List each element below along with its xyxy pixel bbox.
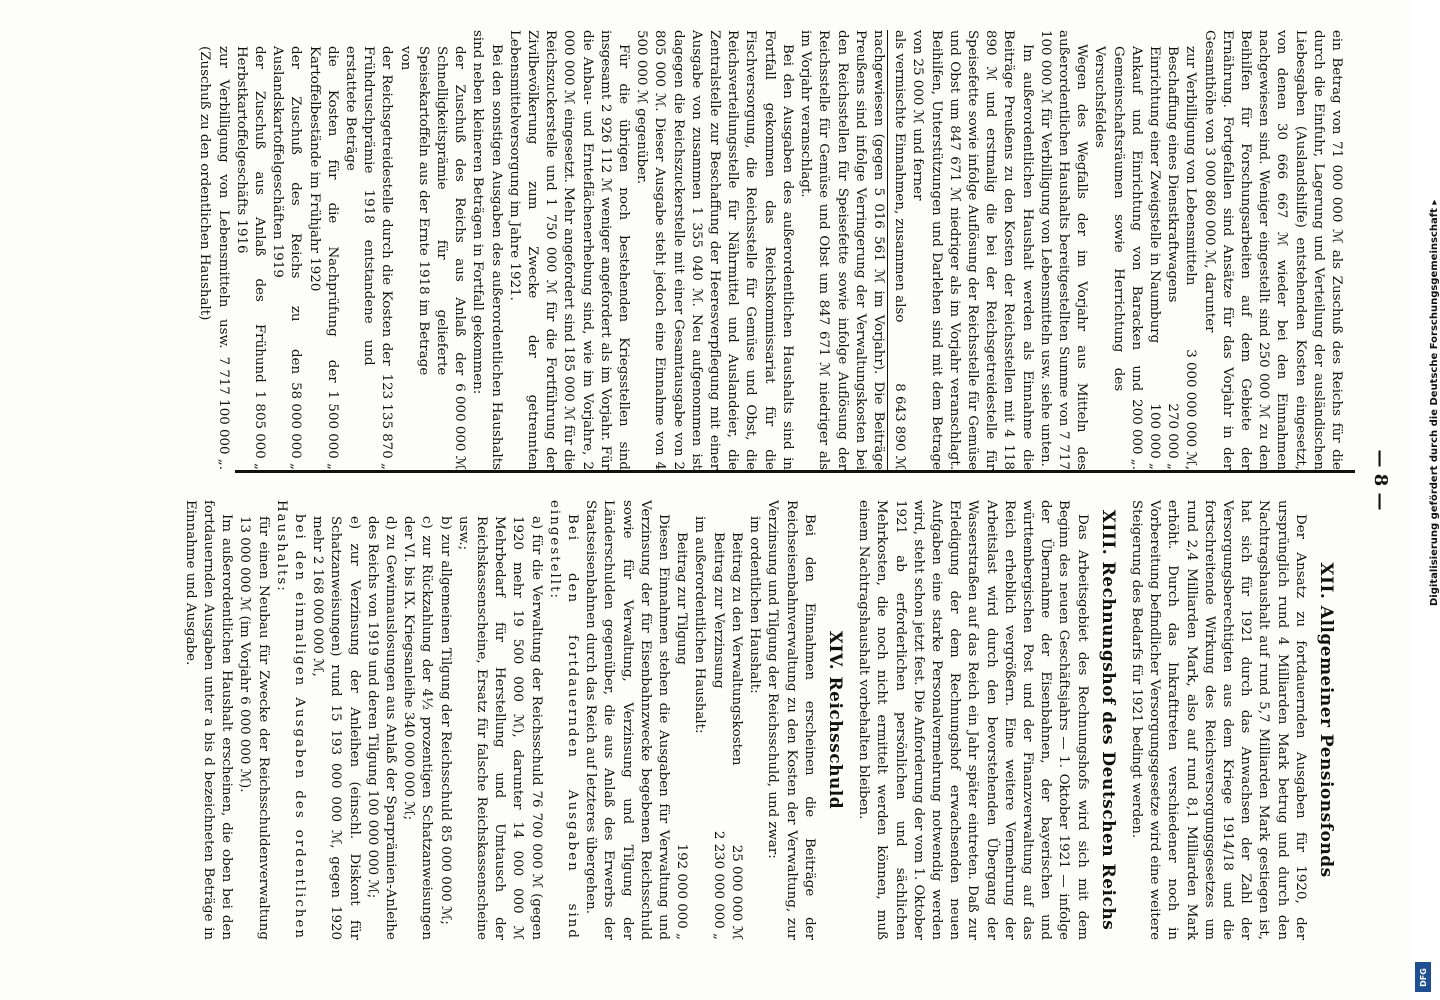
paragraph: Bei den Einnahmen erscheinen die Beiträge der Reichseisenbahnverwaltung zu den Kosten der Verwaltung, zur Verzinsung und Tilgung der Reichsschuld, und zwar: — [765, 500, 817, 940]
list-item: Beitrag zu den Verwaltungskosten 25 000 000 ℳ — [728, 532, 744, 940]
paragraph: Wegen des Wegfalls der im Vorjahr aus Mitteln des außerordentlichen Haushalts bereitgestellten Summe von 7 717 100 000 ℳ für Verbilligung von Lebensmitteln usw. siehe unten. — [1037, 30, 1090, 470]
left-column — [195, 30, 1345, 470]
section-heading: XIV. Reichsschuld — [824, 630, 845, 810]
list-item: die Kosten für die Nachprüfung der Kartoffelbestände im Frühjahr 1920 1 500 000 „ — [306, 46, 340, 470]
paragraph: nachgewiesen (gegen 5 016 561 ℳ im Vorjahr). Die Beiträge Preußens sind infolge Verringerung der Verwaltungskosten bei den Reichsstellen für Speisefette sowie infolge Auflösung der Reichsstelle für Gemüse und Obst um 847 671 ℳ niedriger als im Vorjahr veranschlagt. — [798, 30, 886, 470]
paragraph: Der Ansatz zu fortdauernden Ausgaben für 1920, der ursprünglich rund 4 Milliarden Mark betrug und durch den Nachtragshaushalt auf rund 5,7 Milliarden Mark gestiegen ist, hat sich für 1921 durch das Anwachsen der Zahl der Versorgungsberechtigten aus dem Kriege 1914/18 und die fortschreitende Wirkung des Reichsversorgungsgesetzes um rund 2,4 Milliarden Mark, also auf rund 8,1 Milliarden Mark erhöht. Durch das Inkrafttreten verschiedener noch in Vorbereitung befindlicher Versorgungsgesetze wird eine weitere Steigerung des Bedarfs für 1921 bedingt werden. — [1128, 500, 1308, 940]
list-item: d) zu Gewinnauslosungen aus Anlaß der Sparprämien-Anleihe des Reichs von 1919 und deren Tilgung 100 000 000 ℳ; — [364, 516, 399, 940]
list-item: Beschaffung eines Dienstkraftwagens 270 000 „ — [1165, 46, 1181, 470]
paragraph: Diesen Einnahmen stehen die Ausgaben für Verwaltung und Verzinsung der für Eisenbahnzwecke begebenen Reichsschuld sowie für Verwaltung, Verzinsung und Tilgung der Länderschulden gegenüber, die aus Anlaß des Erwerbs der Staatseisenbahnen durch das Reich auf letzteres übergehen. — [583, 500, 672, 940]
sub-label: im außerordentlichen Haushalt: — [692, 516, 708, 734]
right-column — [181, 500, 1345, 940]
page-number: — 8 — — [1370, 449, 1391, 511]
dfg-logo-text: DFG — [1418, 967, 1428, 987]
list-item: e) zur Verzinsung der Anleihen (einschl. Diskont für Schatzanweisungen) rund 15 193 000 000 ℳ, gegen 1920 mehr 2 168 000 000 ℳ, — [310, 516, 362, 940]
paragraph: Für die übrigen noch bestehenden Kriegsstellen sind insgesamt 2 926 112 ℳ weniger angefordert als im Vorjahr. Für die Anbau- und Ernteflächenerhebung sind, wie im Vorjahre, 2 000 000 ℳ eingesetzt. Mehr angefordert sind 185 000 ℳ für die Reichszuckerstelle und 1 750 000 ℳ für die Fortführung der Zivilbevölkerung zum Zwecke der getrennten Lebensmittelversorgung im Jahre 1921. — [506, 30, 632, 470]
paragraph: Bei den fortdauernden Ausgaben sind eingestellt: — [546, 500, 581, 940]
list-item: der Zuschuß des Reichs zu den Auslandskartoffelgeschäften 1919 58 000 000 „ — [270, 46, 304, 470]
column-divider — [235, 470, 1355, 473]
list-item: b) zur allgemeinen Tilgung der Reichsschuld 85 000 000 ℳ; — [437, 516, 453, 925]
list-item: der Reichsgetreidestelle durch die Kosten der Frühdruschprämie 1918 entstandene und erstattete Beträge 123 135 870 „ — [343, 46, 395, 470]
paragraph: ein Betrag von 71 000 000 ℳ als Zuschuß des Reichs für die durch die Einfuhr, Lagerung und Verteilung der ausländischen Liebesgaben (Auslandshilfe) entstehenden Kosten eingesetzt, von denen 30 666 667 ℳ wieder bei den Einnahmen nachgewiesen sind. Weniger eingestellt sind 250 000 ℳ zu den Beihilfen für Forschungsarbeiten auf dem Gebiete der Ernährung. Fortgefallen sind Ansätze für das Vorjahr in der Gesamthöhe von 3 000 860 000 ℳ, darunter — [1201, 30, 1344, 470]
paragraph: bei den einmaligen Ausgaben des ordentlichen Haushalts: — [273, 500, 308, 940]
sub-label: im ordentlichen Haushalt: — [747, 516, 763, 694]
list-item: für einen Neubau für Zwecke der Reichsschuldenverwaltung 13 000 000 ℳ (im Vorjahr 6 000 000 ℳ). — [237, 516, 271, 940]
paragraph: Im außerordentlichen Haushalt werden als Einnahme die Beiträge Preußens zu den Kosten der Reichsstellen mit 4 118 890 ℳ und erstmalig die bei der Reichsgetreidestelle für Speisefette sowie infolge Auflösung der Reichsstelle für Gemüse und Obst um 847 671 ℳ niedriger als im Vorjahr veranschlagt. Beihilfen, Unterstützungen und Darlehen sind mit dem Betrage von 25 000 ℳ und ferner — [910, 30, 1035, 470]
paragraph: Bei den sonstigen Ausgaben des außerordentlichen Haushalts sind neben kleineren Beträgen in Fortfall gekommen: — [470, 30, 504, 470]
list-item: Einrichtung einer Zweigstelle in Naumburg 100 000 „ — [1146, 46, 1162, 470]
sum-row: als vermischte Einnahmen, zusammen also 8 643 890 ℳ — [887, 30, 908, 470]
list-item: Beitrag zur Verzinsung 2 230 000 000 „ — [710, 532, 726, 940]
paragraph: Das Arbeitsgebiet des Rechnungshofs wird sich mit dem Beginn des neuen Geschäftsjahrs — 1. Oktober 1921 — infolge der Übernahme der Eisenbahnen, der bayerischen und württembergischen Post und der Finanzverwaltung auf das Reich erheblich vergrößern. Eine weitere Vermehrung der Arbeitslast wird durch den bevorstehenden Übergang der Wasserstraßen auf das Reich ein Jahr später eintreten. Daß zur Erledigung der dem Rechnungshof erwachsenden neuen Aufgaben eine starke Personalvermehrung notwendig werden wird, steht schon jetzt fest. Die Anforderung der vom 1. Oktober 1921 ab erforderlichen persönlichen und sächlichen Mehrkosten, die noch nicht ermittelt werden können, muß einem Nachtragshaushalt vorbehalten bleiben. — [856, 500, 1090, 940]
list-item: c) zur Rückzahlung der 4½ prozentigen Schatzanweisungen der VI. bis IX. Kriegsanleihe 340 000 000 ℳ; — [401, 516, 435, 940]
list-item: Ankauf und Einrichtung von Baracken und Gemeinschaftsräumen sowie Herrichtung des Versuchsfeldes 200 000 „. — [1092, 46, 1144, 470]
rotated-document-page — [5, 0, 1405, 960]
list-item: a) für die Verwaltung der Reichsschuld 76 700 000 ℳ (gegen 1920 mehr 19 500 000 ℳ), darunter 14 000 000 ℳ Mehrbedarf für Herstellung und Umtausch der Reichskassenscheine, Ersatz für falsche Reichskassenscheine usw.; — [455, 516, 544, 940]
list-item: zur Verbilligung von Lebensmitteln usw. (Zuschuß zu den ordentlichen Haushalt) 7 717 100 000 „. — [197, 46, 231, 470]
paragraph: Bei den Ausgaben des außerordentlichen Haushalts sind in Fortfall gekommen das Reichskommissariat für die Fischversorgung, die Reichsstelle für Gemüse und Obst, die Reichsverteilungsstelle für Nährmittel und Auslandeier, die Zentralstelle zur Beschaffung der Heeresverpflegung mit einer Ausgabe von zusammen 1 355 040 ℳ. Neu aufgenommen ist dagegen die Reichszuckerstelle mit einer Gesamtausgabe von 2 805 000 ℳ. Dieser Ausgabe steht jedoch eine Einnahme von 4 500 000 ℳ gegenüber. — [634, 30, 795, 470]
paragraph: Im außerordentlichen Haushalt erscheinen, die oben bei den fortdauernden Ausgaben unter a bis d bezeichneten Beträge in Einnahme und Ausgabe. — [182, 500, 235, 940]
list-item: der Zuschuß des Reichs aus Anlaß der Schnelligkeitsprämie für gelieferte Speisekartoffeln aus der Ernte 1918 im Betrage von 6 000 000 ℳ — [397, 46, 468, 470]
item-list — [1090, 30, 1199, 470]
list-item: Beitrag zur Tilgung 192 000 000 „ — [674, 532, 690, 940]
section-heading: XII. Allgemeiner Pensionsfonds — [1316, 562, 1336, 878]
dfg-logo — [1415, 962, 1431, 992]
digitization-footer — [1412, 0, 1440, 1000]
list-item: zur Verbilligung von Lebensmitteln 3 000 000 000 ℳ, — [1183, 46, 1199, 470]
list-item: der Zuschuß aus Anlaß des Frühund Herbstkartoffelgeschäfts 1916 1 805 000 „ — [233, 46, 268, 470]
footer-text: Digitalisierung gefördert durch die Deutsche Forschungsgemeinschaft ▸ — [1429, 199, 1440, 606]
section-heading: XIII. Rechnungshof des Deutschen Reichs — [1097, 509, 1118, 931]
item-list — [195, 30, 468, 470]
